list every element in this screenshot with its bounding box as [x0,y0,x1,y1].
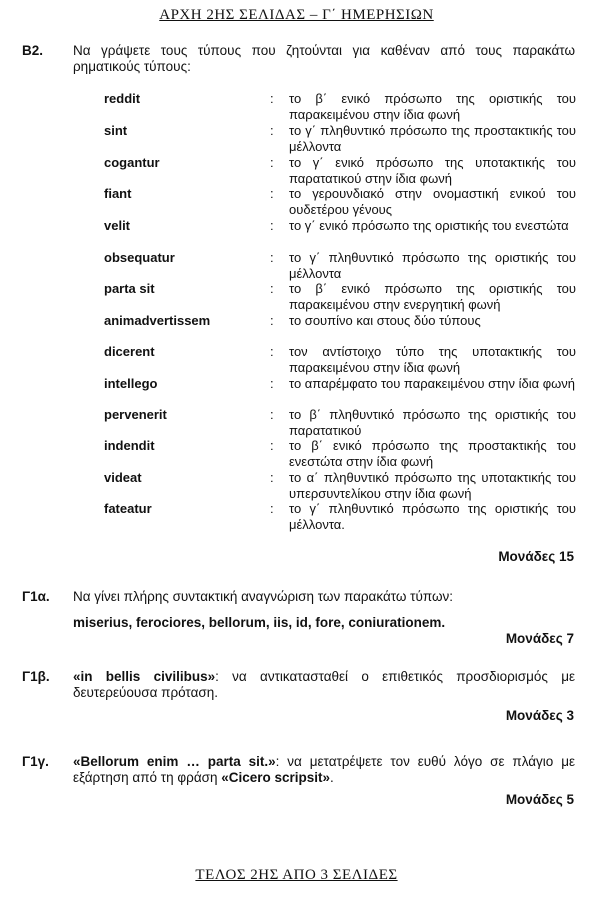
question-prompt-b2: Να γράψετε τους τύπους που ζητούνται για καθέναν από τους παρακάτω ρηματικούς τύπους: [73,43,575,74]
separator: : [270,123,274,138]
form-requirement: το γ΄ ενικό πρόσωπο της υποτακτικής του παρατατικού στην ίδια φωνή [289,155,576,186]
separator: : [270,376,274,391]
separator: : [270,155,274,170]
page-footer: ΤΕΛΟΣ 2ΗΣ ΑΠΟ 3 ΣΕΛΙΔΕΣ [195,867,398,883]
marks-g1a: Μονάδες 7 [505,631,574,646]
latin-phrase: «Bellorum enim … parta sit.» [73,754,276,769]
separator: : [270,250,274,265]
separator: : [270,438,274,453]
question-label-g1b: Γ1β. [22,669,50,684]
separator: : [270,186,274,201]
separator: : [270,91,274,106]
question-prompt-g1b [73,669,575,701]
separator: : [270,313,274,328]
verb-form: reddit [104,91,141,106]
separator: : [270,281,274,296]
verb-form: pervenerit [104,407,167,422]
page-header: ΑΡΧΗ 2ΗΣ ΣΕΛΙΔΑΣ – Γ΄ ΗΜΕΡΗΣΙΩΝ [159,7,434,23]
question-label-g1c: Γ1γ. [22,754,49,769]
form-requirement: το β΄ ενικό πρόσωπο της προστακτικής του ενεστώτα στην ίδια φωνή [289,438,576,469]
prompt-end: . [330,770,334,785]
form-requirement: το γ΄ πληθυντικό πρόσωπο της οριστικής του μέλλοντα. [289,501,576,532]
separator: : [270,344,274,359]
latin-phrase: «Cicero scripsit» [221,770,331,785]
verb-form: animadvertissem [104,313,211,328]
form-requirement: το β΄ πληθυντικό πρόσωπο της οριστικής του παρατατικού [289,407,576,438]
form-requirement: τον αντίστοιχο τύπο της υποτακτικής του παρακειμένου στην ίδια φωνή [289,344,576,375]
separator: : [270,407,274,422]
form-requirement: το β΄ ενικό πρόσωπο της οριστικής του παρακειμένου στην ενεργητική φωνή [289,281,576,312]
verb-form: fateatur [104,501,152,516]
verb-form: obsequatur [104,250,175,265]
question-prompt-g1c [73,754,575,786]
marks-g1c: Μονάδες 5 [505,792,574,807]
marks-g1b: Μονάδες 3 [505,708,574,723]
verb-form: fiant [104,186,132,201]
verb-form: cogantur [104,155,160,170]
latin-words-g1a: miserius, ferociores, bellorum, iis, id, fore, coniurationem. [73,615,446,630]
form-requirement: το σουπίνο και στους δύο τύπους [289,313,481,328]
separator: : [270,470,274,485]
latin-phrase: «in bellis civilibus» [73,669,216,684]
form-requirement: το γ΄ πληθυντικό πρόσωπο της προστακτικής του μέλλοντα [289,123,576,154]
verb-form: intellego [104,376,158,391]
verb-form: parta sit [104,281,155,296]
prompt-text: : να μετατρέψετε τον ευθύ λόγο σε πλάγιο με εξάρτηση από τη φράση [73,754,575,785]
separator: : [270,501,274,516]
form-requirement: το β΄ ενικό πρόσωπο της οριστικής του παρακειμένου στην ίδια φωνή [289,91,576,122]
question-prompt-g1a: Να γίνει πλήρης συντακτική αναγνώριση των παρακάτω τύπων: [73,589,454,604]
form-requirement: το απαρέμφατο του παρακειμένου στην ίδια φωνή [289,376,576,391]
verb-form: videat [104,470,142,485]
question-label-b2: Β2. [22,43,44,58]
marks-b2: Μονάδες 15 [498,549,574,564]
verb-form: dicerent [104,344,155,359]
form-requirement: το γ΄ πληθυντικό πρόσωπο της οριστικής του μέλλοντα [289,250,576,281]
form-requirement: το α΄ πληθυντικό πρόσωπο της υποτακτικής του υπερσυντελίκου στην ίδια φωνή [289,470,576,501]
form-requirement: το γερουνδιακό στην ονομαστική ενικού του ουδετέρου γένους [289,186,576,217]
prompt-text: : να αντικατασταθεί ο επιθετικός προσδιορισμός με δευτερεύουσα πρόταση. [73,669,575,700]
verb-form: sint [104,123,128,138]
form-requirement: το γ΄ ενικό πρόσωπο της οριστικής του ενεστώτα [289,218,569,233]
question-label-g1a: Γ1α. [22,589,50,604]
verb-form: indendit [104,438,155,453]
verb-form: velit [104,218,131,233]
separator: : [270,218,274,233]
